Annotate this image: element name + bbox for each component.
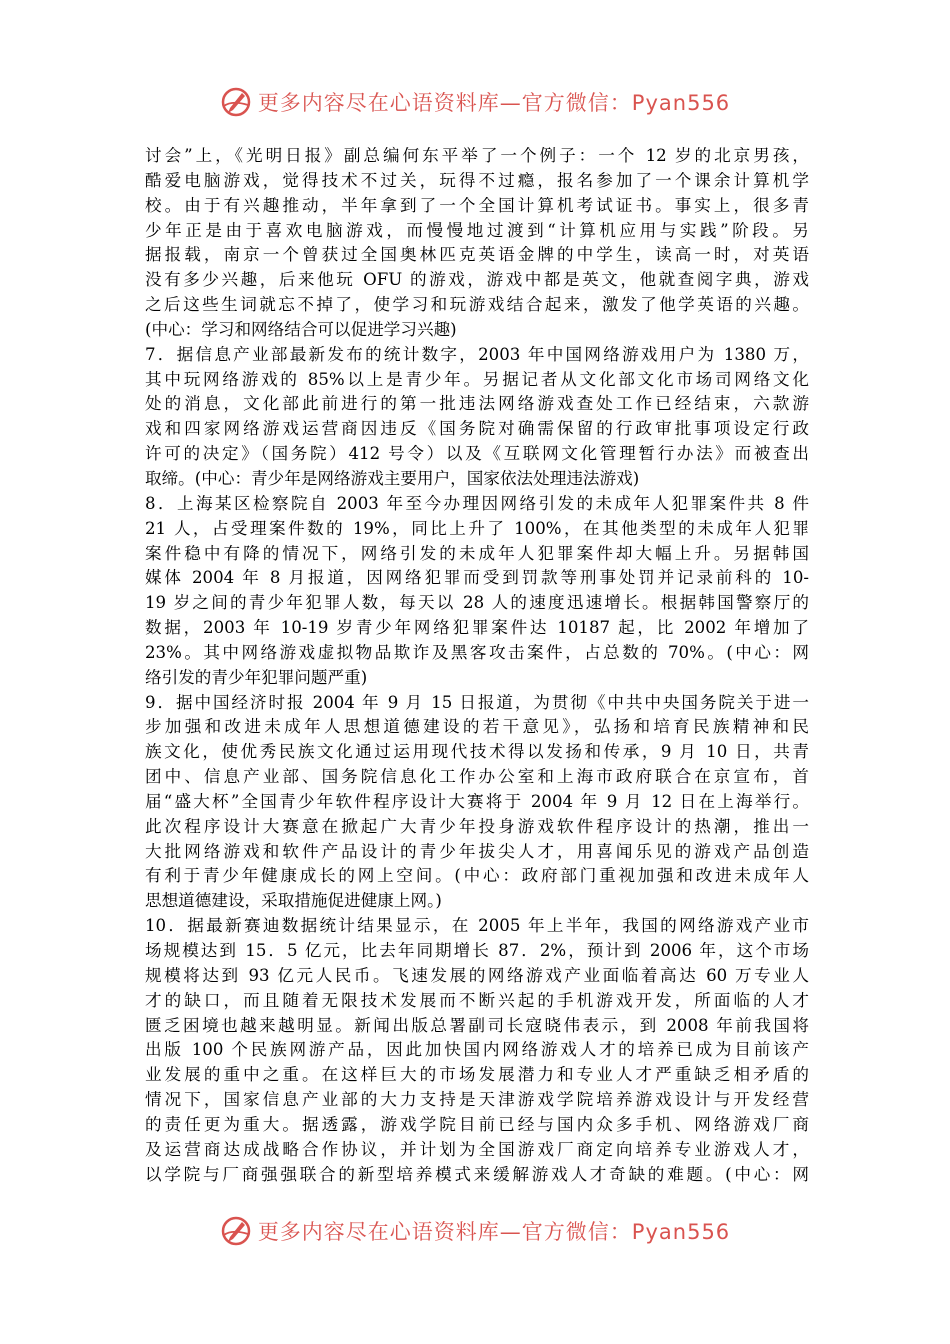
text-line: 酷爱电脑游戏，觉得技术不过关，玩得不过瘾，报名参加了一个课余计算机学 (145, 170, 809, 190)
footer-banner-text: 更多内容尽在心语资料库—官方微信：Pyan556 (257, 1220, 731, 1244)
text-line: 思想道德建设，采取措施促进健康上网。) (145, 891, 442, 911)
text-line: 19 岁之间的青少年犯罪人数，每天以 28 人的速度迅速增长。根据韩国警察厅的 (145, 593, 809, 613)
text-line: 才的缺口，而且随着无限技术发展而不断兴起的手机游戏开发，所面临的人才 (145, 990, 809, 1010)
document-body (145, 144, 809, 1187)
text-line: 匮乏困境也越来越明显。新闻出版总署副司长寇晓伟表示，到 2008 年前我国将 (145, 1015, 809, 1035)
text-line: 10．据最新赛迪数据统计结果显示，在 2005 年上半年，我国的网络游戏产业市 (145, 916, 809, 936)
text-line: 许可的决定》（国务院）412 号令）以及《互联网文化管理暂行办法》而被查出 (145, 444, 809, 464)
text-line: 案件稳中有降的情况下，网络引发的未成年人犯罪案件却大幅上升。另据韩国 (145, 543, 809, 563)
footer-banner (0, 1213, 950, 1249)
text-line: 少年正是由于喜欢电脑游戏，而慢慢地过渡到“计算机应用与实践”阶段。另 (145, 220, 809, 240)
text-line: 络引发的青少年犯罪问题严重) (145, 667, 368, 687)
text-line: 情况下，国家信息产业部的大力支持是天津游戏学院培养游戏设计与开发经营 (145, 1090, 809, 1110)
text-line: 7．据信息产业部最新发布的统计数字，2003 年中国网络游戏用户为 1380 万， (145, 344, 809, 364)
text-line: 其中玩网络游戏的 85%以上是青少年。另据记者从文化部文化市场司网络文化 (145, 369, 809, 389)
text-line: 此次程序设计大赛意在掀起广大青少年投身游戏软件程序设计的热潮，推出一 (145, 816, 809, 836)
text-line: 8．上海某区检察院自 2003 年至今办理因网络引发的未成年人犯罪案件共 8 件 (145, 493, 809, 513)
quill-logo-icon (220, 1215, 252, 1247)
quill-logo-icon (220, 86, 252, 118)
text-line: 步加强和改进未成年人思想道德建设的若干意见》，弘扬和培育民族精神和民 (145, 717, 809, 737)
text-line: 及运营商达成战略合作协议，并计划为全国游戏厂商定向培养专业游戏人才， (145, 1139, 809, 1159)
header-banner-text: 更多内容尽在心语资料库—官方微信：Pyan556 (257, 91, 731, 115)
text-line: 据报载，南京一个曾获过全国奥林匹克英语金牌的中学生，读高一时，对英语 (145, 245, 809, 265)
text-line: 以学院与厂商强强联合的新型培养模式来缓解游戏人才奇缺的难题。(中心：网 (145, 1164, 809, 1184)
text-line: 校。由于有兴趣推动，半年拿到了一个全国计算机考试证书。事实上，很多青 (145, 195, 809, 215)
text-line: 规模将达到 93 亿元人民币。飞速发展的网络游戏产业面临着高达 60 万专业人 (145, 965, 809, 985)
text-line: 出版 100 个民族网游产品，因此加快国内网络游戏人才的培养已成为目前该产 (145, 1040, 809, 1060)
text-line: 届“盛大杯”全国青少年软件程序设计大赛将于 2004 年 9 月 12 日在上海举行。 (145, 791, 809, 811)
text-line: 团中、信息产业部、国务院信息化工作办公室和上海市政府联合在京宣布，首 (145, 767, 809, 787)
text-line: 23%。其中网络游戏虚拟物品欺诈及黑客攻击案件，占总数的 70%。(中心：网 (145, 642, 809, 662)
text-line: 族文化，使优秀民族文化通过运用现代技术得以发扬和传承，9 月 10 日，共青 (145, 742, 809, 762)
text-line: 戏和四家网络游戏运营商因违反《国务院对确需保留的行政审批事项设定行政 (145, 419, 809, 439)
text-line: 之后这些生词就忘不掉了，使学习和玩游戏结合起来，激发了他学英语的兴趣。 (145, 295, 809, 315)
text-line: 讨会”上，《光明日报》副总编何东平举了一个例子：一个 12 岁的北京男孩， (145, 146, 809, 165)
text-line: 场规模达到 15．5 亿元，比去年同期增长 87．2%，预计到 2006 年，这个市场 (145, 941, 809, 960)
text-line: 的责任更为重大。据透露，游戏学院目前已经与国内众多手机、网络游戏厂商 (145, 1114, 809, 1134)
text-line: 业发展的重中之重。在这样巨大的市场发展潜力和专业人才严重缺乏相矛盾的 (145, 1065, 809, 1085)
text-line: 处的消息，文化部此前进行的第一批违法网络游戏查处工作已经结束，六款游 (145, 394, 809, 414)
header-banner (0, 84, 950, 120)
text-line: 取缔。(中心：青少年是网络游戏主要用户，国家依法处理违法游戏) (145, 468, 640, 488)
text-line: 21 人，占受理案件数的 19%，同比上升了 100%，在其他类型的未成年人犯罪 (145, 518, 809, 538)
text-line: 数据，2003 年 10-19 岁青少年网络犯罪案件达 10187 起，比 2002 年增加了 (145, 618, 809, 638)
text-line: (中心：学习和网络结合可以促进学习兴趣) (145, 319, 457, 339)
text-line: 大批网络游戏和软件产品设计的青少年拔尖人才，用喜闻乐见的游戏产品创造 (145, 841, 809, 861)
text-line: 没有多少兴趣，后来他玩 OFU 的游戏，游戏中都是英文，他就查阅字典，游戏 (145, 270, 809, 290)
text-line: 有利于青少年健康成长的网上空间。(中心：政府部门重视加强和改进未成年人 (145, 866, 809, 886)
text-line: 媒体 2004 年 8 月报道，因网络犯罪而受到罚款等刑事处罚并记录前科的 10- (145, 568, 809, 588)
text-line: 9．据中国经济时报 2004 年 9 月 15 日报道，为贯彻《中共中央国务院关于进一 (145, 692, 809, 712)
